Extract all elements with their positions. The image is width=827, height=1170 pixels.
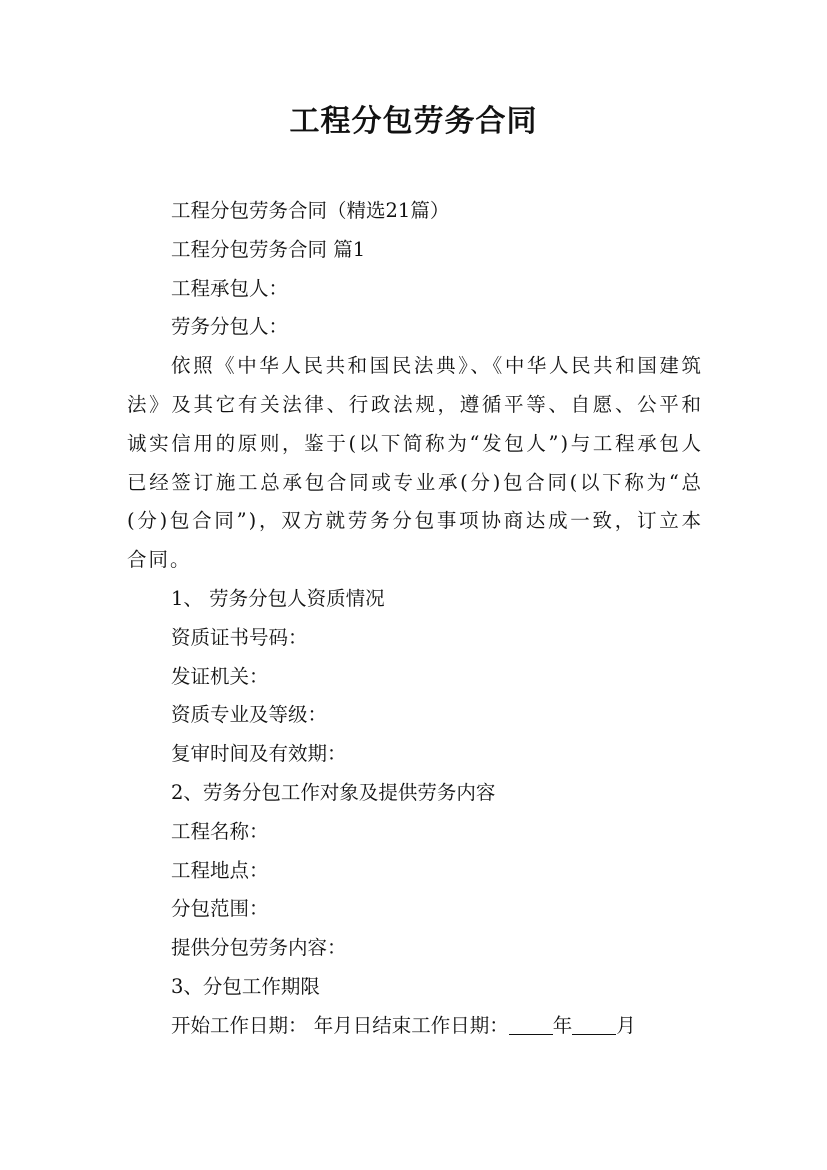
subtitle-line: 工程分包劳务合同（精选21篇） [171, 199, 450, 222]
qualification-grade-field: 资质专业及等级： [171, 703, 328, 727]
project-location-field: 工程地点： [171, 858, 269, 882]
subcontractor-field: 劳务分包人： [171, 315, 289, 339]
year-label: 年 [552, 1013, 573, 1037]
document-title: 工程分包劳务合同 [289, 104, 538, 139]
year-blank [509, 1012, 553, 1035]
labor-content-field: 提供分包劳务内容： [171, 936, 347, 960]
work-dates-line [127, 1007, 703, 1046]
clause-2-heading: 2、劳务分包工作对象及提供劳务内容 [171, 780, 496, 804]
document-body [127, 192, 703, 1046]
month-blank [572, 1012, 616, 1035]
month-label: 月 [616, 1013, 636, 1037]
certificate-number-field: 资质证书号码： [171, 625, 308, 649]
preamble-paragraph: 依照《中华人民共和国民法典》、《中华人民共和国建筑法》及其它有关法律、行政法规，遵循平等、自愿、公平和诚实信用的原则，鉴于(以下简称为“发包人”)与工程承包人已经签订施工总承包合同或专业承(分)包合同(以下称为“总(分)包合同”)，双方就劳务分包事项协商达成一致，订立本合同。 [127, 354, 703, 572]
review-validity-field: 复审时间及有效期： [171, 742, 347, 766]
clause-1-heading: 1、 劳务分包人资质情况 [171, 586, 385, 610]
work-dates-text: 开始工作日期： 年月日结束工作日期： [171, 1013, 509, 1037]
clause-3-heading: 3、分包工作期限 [171, 974, 320, 998]
issuing-authority-field: 发证机关： [171, 664, 269, 688]
contractor-field: 工程承包人： [171, 276, 289, 300]
subcontract-scope-field: 分包范围： [171, 897, 269, 921]
project-name-field: 工程名称： [171, 819, 269, 843]
section-heading: 工程分包劳务合同 篇1 [171, 237, 366, 261]
